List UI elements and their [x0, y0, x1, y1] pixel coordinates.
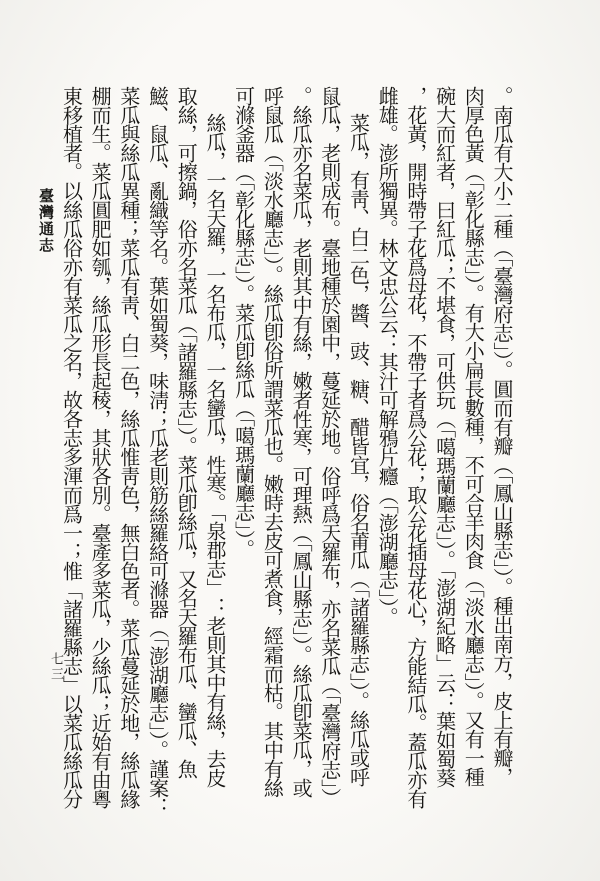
text-column: 鰦、鼠瓜、亂織等名。葉如蜀葵，味淸；瓜老則筋絲羅絡可滌器（「澎湖廳志」）。謹案：: [145, 86, 170, 816]
page-number: 七三: [48, 652, 63, 682]
text-column: 取絲，可擦鍋，俗亦名菜瓜（「諸羅縣志」）。菜瓜卽絲瓜，又名天羅布瓜、蠻瓜、魚: [174, 86, 199, 778]
text-block: [57, 86, 516, 858]
text-column: 雌雄。澎所獨異。林文忠公云：其汁可解鴉片癮（「澎湖廳志」）。: [375, 86, 400, 626]
text-column: 東移植者。以絲瓜俗亦有菜瓜之名，故各志多渾而爲一；惟「諸羅縣志」以菜瓜絲瓜分: [59, 86, 84, 808]
text-column: ，花黃，開時帶子花爲母花，不帶子者爲公花；取公花插母花心，方能結瓜。蓋瓜亦有: [403, 86, 428, 808]
text-column: 棚而生。菜瓜圓肥如瓠，絲瓜形長起稜，其狀各別。臺產多菜瓜，少絲瓜；近始有由粵: [88, 86, 113, 808]
text-column: 呼鼠瓜（「淡水廳志」）。絲瓜卽俗所謂菜瓜也。嫩時去皮可煮食，經霜而枯。其中有絲: [260, 86, 285, 797]
text-column: 菜瓜，有靑、白二色，醬、豉、糖、醋皆宜，俗名莆瓜（「諸羅縣志」）。絲瓜或呼: [346, 113, 371, 786]
text-column: 。絲瓜亦名菜瓜，老則其中有絲，嫩者性寒，可理熱（「鳳山縣志」）。絲瓜卽菜瓜，或: [289, 86, 314, 797]
text-column: 菜瓜與絲瓜異種；菜瓜有靑、白二色，絲瓜惟靑色，無白色者。菜瓜蔓延於地，絲瓜緣: [116, 86, 141, 808]
text-column: 絲瓜，一名天羅，一名布瓜，一名蠻瓜，性寒。「泉郡志」：老則其中有絲，去皮: [202, 113, 227, 787]
spine-title: 臺灣通志: [37, 188, 55, 254]
text-column: 鼠瓜，老則成布。臺地種於園中，蔓延於地。俗呼爲天羅布，亦名菜瓜（「臺灣府志」）: [317, 86, 342, 807]
text-column: 可滌釜器（「彰化縣志」）。菜瓜卽絲瓜（「噶瑪蘭廳志」）。: [231, 86, 256, 558]
text-column: 肉厚色黃（「彰化縣志」）。有大小扁長數種，不可合羊肉食（「淡水廳志」）。又有一種: [461, 86, 486, 786]
text-column: 碗大而紅者，曰紅瓜；不堪食，可供玩（「噶瑪蘭廳志」）。「澎湖紀略」云：葉如蜀葵: [432, 86, 457, 787]
text-column: 。南瓜有大小二種（「臺灣府志」）。圓而有瓣（「鳳山縣志」）。種出南方，皮上有瓣，: [490, 86, 514, 786]
